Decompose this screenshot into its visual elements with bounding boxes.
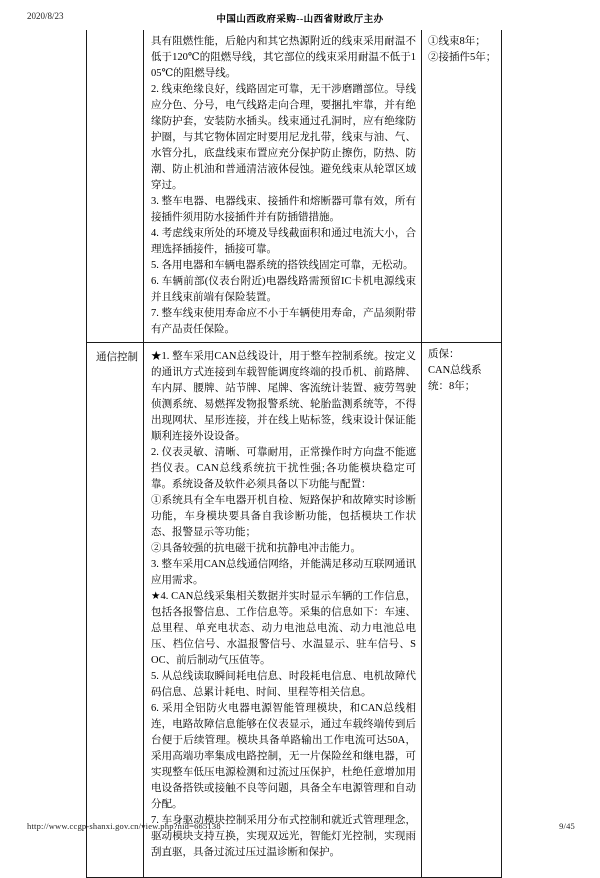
paragraph: CAN总线系统：8年；: [428, 365, 482, 392]
page-footer: [27, 821, 575, 833]
paragraph: 质保：: [428, 349, 460, 360]
paragraph: ②接插件5年；: [428, 52, 497, 63]
table-row-communication-control: [86, 342, 502, 877]
row-label-cell: 通信控制: [86, 343, 143, 877]
page-title: 中国山西政府采购--山西省财政厅主办: [216, 15, 384, 25]
paragraph: 6. 车辆前部(仪表台附近)电器线路需预留IC卡机电源线束并且线束前端有保险装置。: [151, 276, 416, 303]
row-content-cell: [143, 343, 421, 877]
paragraph: 3. 整车采用CAN总线通信网络，并能满足移动互联网通讯应用需求。: [151, 559, 416, 586]
paragraph: 6. 采用全铝防火电器电源智能管理模块，和CAN总线相连，电路故障信息能够在仪表显示，通过车载终端传到后台便于后续管理。模块具备单路输出工作电流可达50A，采用高端功率集成电路控制，无一片保险丝和继电器，可实现整车低压电源检测和过流过压保护，杜绝任意增加用电设备搭铁或接触不良等问题，具备全车电源管理和自动分配。: [151, 703, 416, 810]
paragraph: 5. 各用电器和车辆电器系统的搭铁线固定可靠，无松动。: [151, 260, 414, 271]
paragraph: 7. 车身驱动模块控制采用分布式控制和就近式管理理念，驱动模块支持互换，实现双远光，智能灯光控制，实现雨刮直驱，具备过流过压过温诊断和保护。: [151, 815, 416, 858]
paragraph: 2. 仪表灵敏、清晰、可靠耐用，正常操作时方向盘不能遮挡仪表。CAN总线系统抗干扰性强;各功能模块稳定可靠。系统设备及软件必须具备以下功能与配置：: [151, 447, 416, 490]
paragraph: ①线束8年；: [428, 36, 486, 47]
row-label-cell: [86, 30, 143, 342]
paragraph: 7. 整车线束使用寿命应不小于车辆使用寿命，产品须附带有产品责任保险。: [151, 308, 416, 335]
paragraph: ②具备较强的抗电磁干扰和抗静电冲击能力。: [151, 543, 361, 554]
header-date: 2020/8/23: [27, 11, 64, 21]
paragraph: ★4. CAN总线采集相关数据并实时显示车辆的工作信息，包括各报警信息、工作信息等。采集的信息如下：车速、总里程、单充电状态、动力电池总电流、动力电池总电压、档位信号、水温报警信号、水温显示、驻车信号、SOC、前后制动气压值等。: [151, 591, 416, 666]
paragraph: 具有阻燃性能，后舱内和其它热源附近的线束采用耐温不低于120℃的阻燃导线，其它部位的线束采用耐温不低于105℃的阻燃导线。: [151, 36, 416, 79]
paragraph: 5. 从总线读取瞬间耗电信息、时段耗电信息、电机故障代码信息、总累计耗电、时间、里程等相关信息。: [151, 671, 416, 698]
row-content-cell: [143, 30, 421, 342]
page-header: [0, 11, 600, 25]
paragraph: 3. 整车电器、电器线束、接插件和熔断器可靠有效，所有接插件须用防水接插件并有防插错措施。: [151, 196, 416, 223]
row-warranty-cell: [421, 30, 502, 342]
footer-url: http://www.ccgp-shanxi.gov.cn/view.php?nid=665138: [27, 821, 221, 831]
row-warranty-cell: [421, 343, 502, 877]
paragraph: ①系统具有全车电器开机自检、短路保护和故障实时诊断功能，车身模块要具备自我诊断功能，包括模块工作状态、报警显示等功能；: [151, 495, 416, 538]
paragraph: 2. 线束绝缘良好，线路固定可靠，无干涉磨蹭部位。导线应分色、分号，电气线路走向合理，要捆扎牢靠，并有绝缘防护套，安装防水插头。线束通过孔洞时，应有绝缘防护圈，与其它物体固定时要用尼龙扎带，线束与油、气、水管分扎，底盘线束布置应充分保护防止擦伤，防热、防潮、防止机油和普通清洁液体侵蚀。避免线束从轮罩区域穿过。: [151, 84, 416, 191]
footer-page-number: 9/45: [559, 821, 575, 831]
table-row-wiring-harness: [86, 30, 502, 342]
paragraph: ★1. 整车采用CAN总线设计，用于整车控制系统。按定义的通讯方式连接到车载智能调度终端的投币机、前路牌、车内屏、腰牌、站节牌、尾牌、客流统计装置、疲劳驾驶侦测系统、易燃挥发物报警系统、轮胎监测系统等，不得出现网状、星形连接，并在线上贴标签，线束设计保证能顺利连接外设设备。: [151, 351, 416, 442]
paragraph: 4. 考虑线束所处的环境及导线截面积和通过电流大小，合理选择插接件，插接可靠。: [151, 228, 416, 255]
spec-table: [86, 30, 502, 878]
